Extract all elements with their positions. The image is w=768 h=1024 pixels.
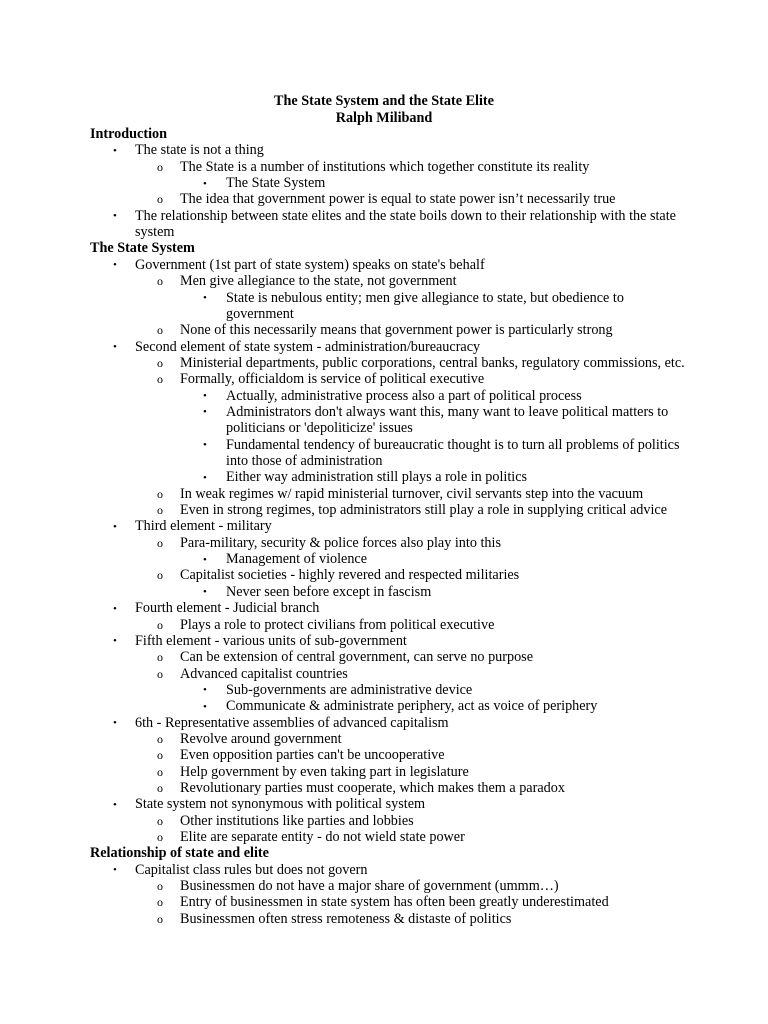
list-item: Management of violence [226, 551, 368, 568]
list-item: Men give allegiance to the state, not government [180, 273, 457, 290]
list-item: Para-military, security & police forces also play into this [180, 534, 501, 551]
list-item: In weak regimes w/ rapid ministerial turnover, civil servants step into the vacuum [180, 485, 644, 502]
bullet-icon: • [203, 684, 207, 697]
list-item: Other institutions like parties and lobbies [180, 812, 414, 829]
list-item: Revolutionary parties must cooperate, which makes them a paradox [180, 780, 565, 796]
section-heading: Introduction [90, 126, 167, 142]
circle-bullet-icon: o [157, 192, 163, 207]
bullet-icon: • [113, 602, 117, 615]
circle-bullet-icon: o [157, 895, 163, 910]
document-author: Ralph Miliband [335, 109, 433, 126]
bullet-icon: • [113, 520, 117, 533]
bullet-icon: • [113, 210, 117, 223]
list-item: The relationship between state elites and the state boils down to their relationship with the state [135, 207, 676, 224]
list-item: Plays a role to protect civilians from political executive [180, 616, 495, 633]
circle-bullet-icon: o [157, 879, 163, 894]
circle-bullet-icon: o [157, 813, 163, 828]
circle-bullet-icon: o [157, 781, 163, 795]
bullet-icon: • [203, 439, 207, 452]
list-item: Help government by even taking part in legislature [180, 763, 469, 780]
circle-bullet-icon: o [157, 830, 163, 845]
list-item: The state is not a thing [135, 142, 264, 159]
circle-bullet-icon: o [157, 355, 163, 370]
list-item: None of this necessarily means that government power is particularly strong [180, 322, 613, 339]
bullet-icon: • [113, 864, 117, 877]
list-item: Capitalist societies - highly revered and respected militaries [180, 567, 520, 584]
list-item: Fifth element - various units of sub-government [135, 632, 407, 649]
list-item: Never seen before except in fascism [226, 583, 432, 600]
circle-bullet-icon: o [157, 274, 163, 289]
list-item: Even in strong regimes, top administrators still play a role in supplying critical advice [180, 502, 667, 519]
section-heading: Relationship of state and elite [90, 845, 269, 862]
list-item: Second element of state system - administration/bureaucracy [135, 338, 481, 355]
circle-bullet-icon: o [157, 666, 163, 681]
bullet-icon: • [203, 390, 207, 403]
circle-bullet-icon: o [157, 568, 163, 583]
list-item: Third element - military [135, 518, 272, 535]
circle-bullet-icon: o [157, 372, 163, 387]
bullet-icon: • [113, 635, 117, 648]
circle-bullet-icon: o [157, 503, 163, 518]
list-item: Revolve around government [180, 730, 342, 747]
list-item: Businessmen often stress remoteness & distaste of politics [180, 910, 512, 927]
list-item: Ministerial departments, public corporations, central banks, regulatory commissions, etc. [180, 354, 685, 371]
list-item: Formally, officialdom is service of political executive [180, 371, 485, 388]
document-title: The State System and the State Elite [274, 93, 494, 109]
bullet-icon: • [203, 586, 207, 599]
bullet-icon: • [203, 406, 207, 419]
list-item-continuation: into those of administration [226, 453, 383, 469]
list-item: Capitalist class rules but does not govern [135, 861, 368, 878]
circle-bullet-icon: o [157, 323, 163, 338]
list-item: Fourth element - Judicial branch [135, 600, 320, 617]
list-item: Businessmen do not have a major share of government (ummm…) [180, 878, 559, 895]
list-item: Administrators don't always want this, many want to leave political matters to [226, 403, 669, 420]
list-item: The State System [226, 175, 326, 192]
bullet-icon: • [113, 259, 117, 272]
list-item: The State is a number of institutions which together constitute its reality [180, 158, 590, 175]
list-item: State is nebulous entity; men give allegiance to state, but obedience to [226, 289, 624, 306]
list-item: The idea that government power is equal to state power isn’t necessarily true [180, 191, 616, 208]
list-item: Either way administration still plays a role in politics [226, 469, 528, 486]
bullet-icon: • [113, 144, 117, 157]
list-item: Fundamental tendency of bureaucratic thought is to turn all problems of politics [226, 436, 680, 453]
list-item-continuation: government [226, 305, 294, 322]
list-item: Even opposition parties can't be uncooperative [180, 747, 445, 764]
bullet-icon: • [203, 700, 207, 713]
list-item: Elite are separate entity - do not wield state power [180, 829, 465, 846]
bullet-icon: • [113, 798, 117, 811]
circle-bullet-icon: o [157, 650, 163, 665]
list-item: Government (1st part of state system) speaks on state's behalf [135, 256, 485, 273]
circle-bullet-icon: o [157, 764, 163, 779]
list-item-continuation: system [135, 224, 175, 241]
circle-bullet-icon: o [157, 486, 163, 501]
list-item-continuation: politicians or 'depoliticize' issues [226, 420, 413, 437]
bullet-icon: • [113, 341, 117, 354]
circle-bullet-icon: o [157, 159, 163, 174]
list-item: State system not synonymous with political system [135, 796, 426, 813]
bullet-icon: • [203, 471, 207, 484]
list-item: 6th - Representative assemblies of advanced capitalism [135, 714, 449, 731]
bullet-icon: • [203, 177, 207, 190]
circle-bullet-icon: o [157, 731, 163, 746]
circle-bullet-icon: o [157, 617, 163, 632]
bullet-icon: • [113, 717, 117, 730]
circle-bullet-icon: o [157, 911, 163, 926]
bullet-icon: • [203, 553, 207, 566]
bullet-icon: • [203, 292, 207, 304]
circle-bullet-icon: o [157, 535, 163, 550]
list-item: Communicate & administrate periphery, act as voice of periphery [226, 698, 598, 715]
circle-bullet-icon: o [157, 748, 163, 763]
list-item: Entry of businessmen in state system has often been greatly underestimated [180, 894, 609, 911]
list-item: Can be extension of central government, can serve no purpose [180, 649, 533, 666]
section-heading: The State System [90, 240, 195, 257]
list-item: Sub-governments are administrative device [226, 681, 473, 698]
list-item: Advanced capitalist countries [180, 665, 348, 682]
list-item: Actually, administrative process also a part of political process [226, 387, 582, 404]
